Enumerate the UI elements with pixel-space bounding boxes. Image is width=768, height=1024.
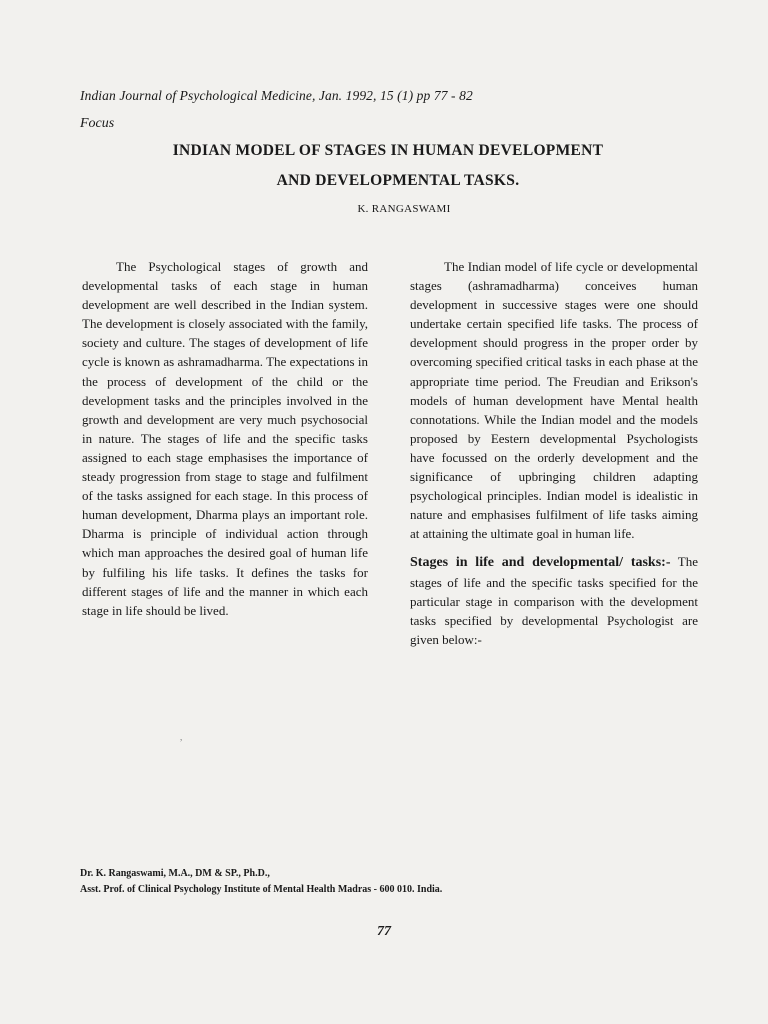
article-title-line-1: INDIAN MODEL OF STAGES IN HUMAN DEVELOPMENT <box>172 142 604 159</box>
subsection <box>410 552 698 648</box>
left-paragraph: The Psychological stages of growth and developmental tasks of each stage in human development are well described in the Indian system. The development is closely associated with the family, society and culture. The stages of development of life cycle is known as ashramadharma. The expectations in the process of development of the child or the development tasks and the principles involved in the growth and development are very much psychosocial in nature. The stages of life and the specific tasks assigned to each stage emphasises the importance of steady progression from stage to stage and fulfilment of the tasks assigned for each stage. In this process of human development, Dharma plays an important role. Dharma is principle of individual action through which man approaches the desired goal of human life by fulfiling his life tasks. It defines the tasks for different stages of life and the manner in which each stage in life should be lived. <box>82 259 368 618</box>
stray-mark: , <box>180 732 183 742</box>
journal-citation: Indian Journal of Psychological Medicine, Jan. 1992, 15 (1) pp 77 - 82 <box>80 88 473 103</box>
right-column <box>410 257 698 649</box>
subsection-title: Stages in life and developmental/ tasks:- <box>410 555 671 571</box>
footnote-line-1: Dr. K. Rangaswami, M.A., DM & SP., Ph.D., <box>80 868 270 879</box>
right-paragraph: The Indian model of life cycle or developmental stages (ashramadharma) conceives human development in successive stages were one should undertake certain specified life tasks. The process of development should progress in the proper order by overcoming specified critical tasks in each phase at the appropriate time period. The Freudian and Erikson's models of human development have Mental health connotations. While the Indian model and the models proposed by Eestern developmental Psychologists have focussed on the orderly development and the significance of upbringing children adapting psychological principles. Indian model is idealistic in nature and emphasises fulfilment of life tasks aiming at attaining the ultimate goal in human life. <box>410 259 698 542</box>
article-title-line-2: AND DEVELOPMENTAL TASKS. <box>276 172 520 189</box>
author-name: K. RANGASWAMI <box>357 203 451 215</box>
author-footnote <box>80 866 442 898</box>
subsection-text: The stages of life and the specific tasks specified for the particular stage in comparison with the development tasks specified by developmental Psychologist are given below:- <box>410 554 698 647</box>
left-column <box>82 257 368 620</box>
section-label: Focus <box>80 116 115 131</box>
page-number: 77 <box>377 924 391 939</box>
footnote-line-2: Asst. Prof. of Clinical Psychology Institute of Mental Health Madras - 600 010. India. <box>80 884 443 895</box>
